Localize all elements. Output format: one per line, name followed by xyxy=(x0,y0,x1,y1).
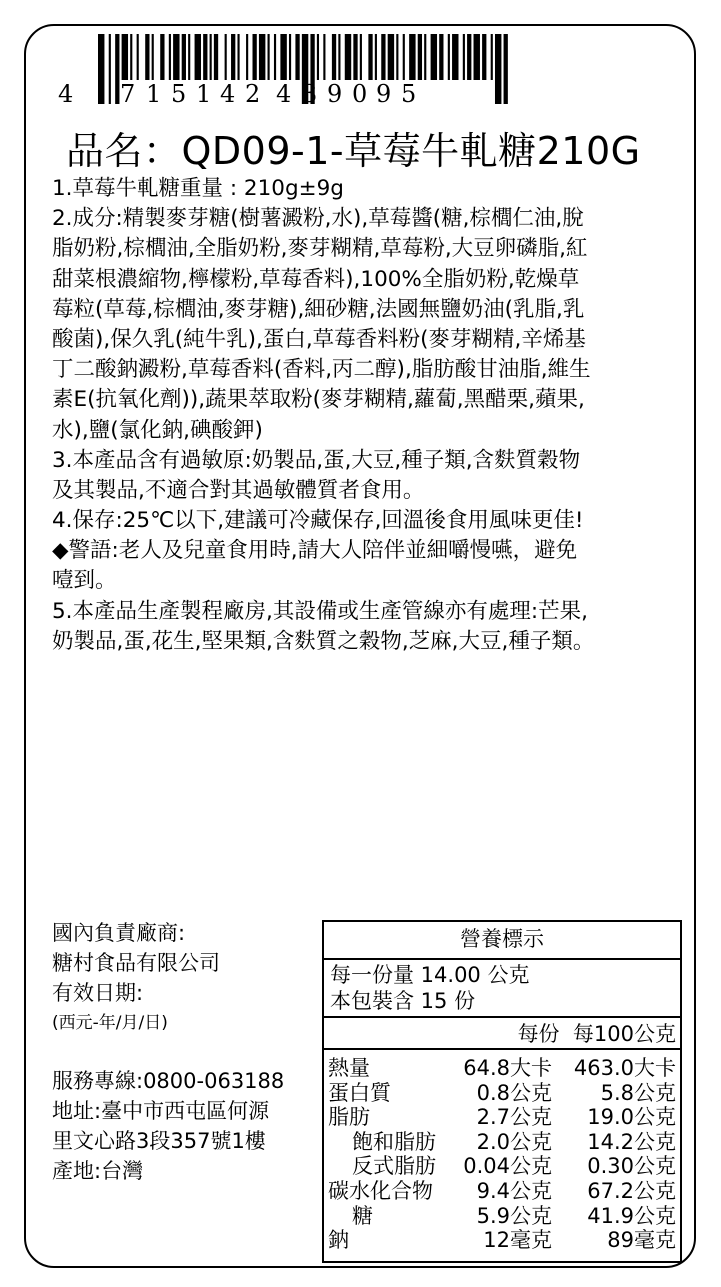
barcode-bar xyxy=(360,34,362,80)
per-serving-value: 2.0公克 xyxy=(476,1129,552,1154)
barcode-bar xyxy=(274,34,276,80)
barcode-digit: 7 xyxy=(120,80,136,108)
per-100g-value: 0.30公克 xyxy=(587,1154,676,1179)
barcode-digit: 4 xyxy=(276,80,292,108)
barcode-bar xyxy=(368,34,372,80)
barcode-bar xyxy=(253,34,257,80)
barcode-bar xyxy=(381,34,385,80)
description-line: 素E(抗氧化劑)),蔬果萃取粉(麥芽糊精,蘿蔔,黑醋栗,蘋果, xyxy=(52,387,585,413)
description-line: 丁二酸鈉澱粉,草莓香料(香料,丙二醇),脂肪酸甘油脂,維生 xyxy=(52,357,591,383)
barcode-bar xyxy=(169,34,171,80)
nutrient-name: 鈉 xyxy=(328,1228,349,1253)
product-description xyxy=(52,174,682,657)
expiry-format: (西元-年/月/日) xyxy=(52,1013,168,1033)
per-100g-value: 41.9公克 xyxy=(587,1203,676,1228)
description-line: 脂奶粉,棕櫚油,全脂奶粉,麥芽糊精,草莓粉,大豆卵磷脂,紅 xyxy=(52,236,588,262)
barcode-bar xyxy=(289,34,291,80)
barcode-bar xyxy=(152,34,154,80)
barcode-digit: 9 xyxy=(376,80,392,108)
barcode-bar xyxy=(338,34,340,80)
per-serving-value: 12毫克 xyxy=(483,1228,552,1253)
barcode-bar xyxy=(467,34,471,80)
barcode-digit: 1 xyxy=(196,80,212,108)
per-serving-value: 2.7公克 xyxy=(476,1105,552,1130)
per-serving-value: 0.04公克 xyxy=(463,1154,552,1179)
description-line: 3.本產品含有過敏原:奶製品,蛋,大豆,種子類,含麩質穀物 xyxy=(52,447,581,473)
barcode-bar xyxy=(122,34,128,80)
barcode-digit: 9 xyxy=(327,80,343,108)
nutrition-row xyxy=(324,1056,680,1081)
description-line: 5.本產品生產製程廠房,其設備或生產管線亦有處理:芒果, xyxy=(52,598,588,624)
barcode-bar xyxy=(409,34,415,80)
barcode-bar xyxy=(160,34,164,80)
barcode-bar xyxy=(268,34,270,80)
barcode-bar xyxy=(195,34,201,80)
barcode-digit: 5 xyxy=(401,80,417,108)
barcode-bar xyxy=(424,34,426,80)
barcode-bar xyxy=(317,34,319,80)
nutrient-name: 熱量 xyxy=(328,1056,370,1080)
barcode-bar xyxy=(403,34,405,80)
barcode-bar xyxy=(482,34,486,80)
per-serving-value: 0.8公克 xyxy=(476,1080,552,1105)
address-line-2: 里文心路3段357號1樓 xyxy=(52,1129,266,1153)
nutrition-row xyxy=(324,1130,680,1155)
barcode-digits xyxy=(58,80,518,106)
nutrition-row xyxy=(324,1179,680,1204)
barcode-digit: 3 xyxy=(302,80,318,108)
description-line: 及其製品,不適合對其過敏體質者食用。 xyxy=(52,477,425,503)
nutrient-name: 糖 xyxy=(352,1203,373,1228)
description-line: 奶製品,蛋,花生,堅果類,含麩質之穀物,芝麻,大豆,種子類。 xyxy=(52,628,595,654)
barcode-bar xyxy=(214,34,218,80)
barcode-digit: 2 xyxy=(245,80,261,108)
barcode-bar xyxy=(431,34,437,80)
barcode-bar xyxy=(173,34,179,80)
nutrition-table xyxy=(322,920,682,1263)
per-100g-value: 463.0大卡 xyxy=(573,1056,676,1080)
barcode-bar xyxy=(280,34,286,80)
barcode-bar xyxy=(259,34,265,80)
barcode-bar xyxy=(375,34,377,80)
barcode-bar xyxy=(225,34,227,80)
origin: 產地:台灣 xyxy=(52,1159,144,1183)
manufacturer-name: 糖村食品有限公司 xyxy=(52,951,220,975)
barcode-bar xyxy=(182,34,186,80)
serving-size: 每一份量 14.00 公克 xyxy=(330,963,530,987)
nutrient-name: 反式脂肪 xyxy=(352,1154,436,1179)
barcode-bar xyxy=(145,34,149,80)
manufacturer-info xyxy=(52,918,284,1186)
description-line: 4.保存:25℃以下,建議可冷藏保存,回溫後食用風味更佳! xyxy=(52,508,584,534)
barcode-bar xyxy=(353,34,357,80)
barcode-bar xyxy=(345,34,351,80)
barcode-bar xyxy=(231,34,235,80)
barcode-bar xyxy=(491,34,493,80)
barcode-digit: 0 xyxy=(352,80,368,108)
barcode-bar xyxy=(188,34,190,80)
description-line: 甜菜根濃縮物,檸檬粉,草莓香料),100%全脂奶粉,乾燥草 xyxy=(52,266,580,292)
barcode-bar xyxy=(474,34,480,80)
nutrient-name: 蛋白質 xyxy=(328,1080,391,1105)
barcode-bar xyxy=(396,34,398,80)
manufacturer-label: 國內負責廠商: xyxy=(52,921,186,945)
nutrition-row xyxy=(324,1204,680,1229)
barcode-bar xyxy=(448,34,450,80)
barcode-bar xyxy=(388,34,394,80)
barcode-bar xyxy=(237,34,239,80)
description-line: 酸菌),保久乳(純牛乳),蛋白,草莓香料粉(麥芽糊精,辛烯基 xyxy=(52,326,586,352)
nutrition-title: 營養標示 xyxy=(324,922,680,960)
barcode-bar xyxy=(439,34,443,80)
nutrition-row xyxy=(324,1105,680,1130)
description-line: 水),鹽(氯化鈉,碘酸鉀) xyxy=(52,417,263,443)
barcode-digit: 5 xyxy=(171,80,187,108)
barcode-bar xyxy=(295,34,299,80)
barcode-bar xyxy=(130,34,132,80)
product-title: 品名：QD09-1-草莓牛軋糖210G xyxy=(66,129,641,173)
barcode-bar xyxy=(418,34,422,80)
barcode-digit: 4 xyxy=(220,80,236,108)
per-100g-value: 89毫克 xyxy=(607,1228,676,1253)
per-serving-value: 5.9公克 xyxy=(476,1203,552,1228)
serving-info xyxy=(324,960,680,1018)
per-100g-value: 5.8公克 xyxy=(600,1080,676,1105)
description-line: 噎到。 xyxy=(52,568,117,594)
per-serving-value: 64.8大卡 xyxy=(463,1056,552,1080)
nutrition-row xyxy=(324,1081,680,1106)
expiry-label: 有效日期: xyxy=(52,981,144,1005)
barcode-bar xyxy=(210,34,212,80)
per-100g-value: 19.0公克 xyxy=(587,1105,676,1130)
barcode-bar xyxy=(203,34,207,80)
barcode-bar xyxy=(323,34,325,80)
nutrition-column-header: 每份 每100公克 xyxy=(324,1018,680,1050)
nutrition-row xyxy=(324,1154,680,1179)
service-hotline: 服務專線:0800-063188 xyxy=(52,1069,285,1093)
description-line: ◆警語:老人及兒童食用時,請大人陪伴並細嚼慢嚥，避免 xyxy=(52,538,578,564)
barcode-digit: 1 xyxy=(146,80,162,108)
servings-per-package: 本包裝含 15 份 xyxy=(330,989,476,1013)
per-100g-value: 14.2公克 xyxy=(587,1129,676,1154)
nutrition-rows xyxy=(324,1050,680,1253)
barcode-bar xyxy=(463,34,465,80)
nutrient-name: 飽和脂肪 xyxy=(352,1129,436,1154)
description-line: 1.草莓牛軋糖重量 : 210g±9g xyxy=(52,176,344,201)
address-line-1: 地址:臺中市西屯區何源 xyxy=(52,1099,270,1123)
nutrition-row xyxy=(324,1228,680,1253)
description-line: 莓粒(草莓,棕櫚油,麥芽糖),細砂糖,法國無鹽奶油(乳脂,乳 xyxy=(52,296,585,322)
barcode-bar xyxy=(332,34,336,80)
nutrient-name: 脂肪 xyxy=(328,1105,370,1130)
barcode-bar xyxy=(246,34,248,80)
per-serving-value: 9.4公克 xyxy=(476,1178,552,1203)
per-100g-value: 67.2公克 xyxy=(587,1178,676,1203)
description-line: 2.成分:精製麥芽糖(樹薯澱粉,水),草莓醬(糖,棕櫚仁油,脫 xyxy=(52,206,584,232)
barcode-bar xyxy=(452,34,458,80)
barcode-digit: 4 xyxy=(58,80,74,108)
nutrient-name: 碳水化合物 xyxy=(328,1178,433,1203)
barcode-bar xyxy=(137,34,139,80)
